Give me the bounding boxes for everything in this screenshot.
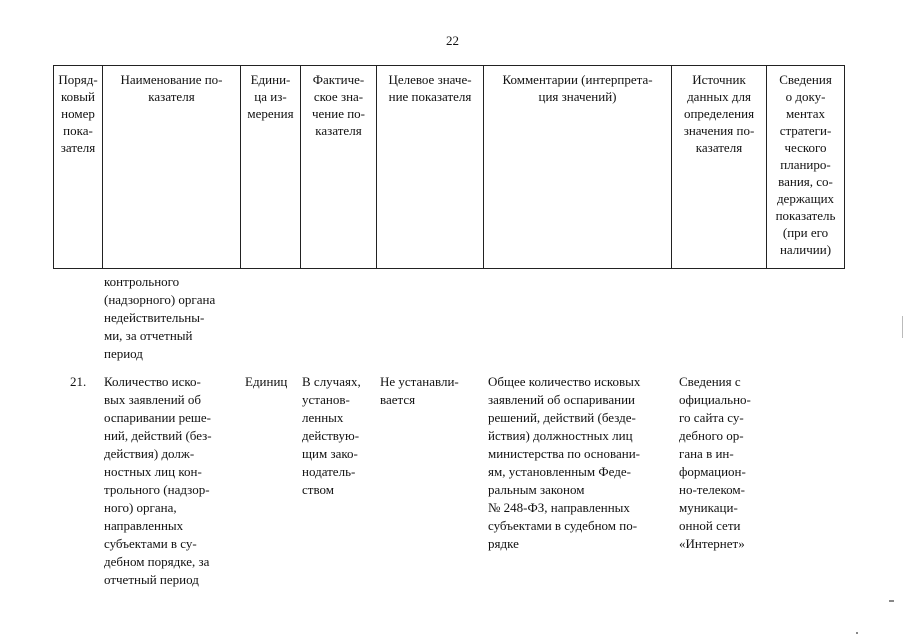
row21-source: Сведения с официально- го сайта су- дебного ор- гана в ин- формацион- но-телеком- муникаци- онной сети «Интернет» [679, 374, 751, 551]
row21-number: 21. [70, 374, 87, 389]
row21-name: Количество иско- вых заявлений об оспаривании реше- ний, действий (без- действия) долж- ностных лиц кон- трольного (надзор- ного) органа, направленных субъектами в су- дебном порядке, за отчетный период [104, 374, 212, 587]
header-num: Поряд- ковый номер пока- зателя [54, 66, 103, 269]
page-number: 22 [446, 33, 459, 48]
header-docs: Сведения о доку- ментах стратеги- ческого планиро- вания, со- держащих показатель (при его наличии) [767, 66, 845, 269]
header-name: Наименование по- казателя [103, 66, 241, 269]
scan-mark [856, 632, 858, 634]
header-actual: Фактиче- ское зна- чение по- казателя [301, 66, 377, 269]
scan-mark [889, 600, 894, 602]
continuation-name: контрольного (надзорного) органа недействительны- ми, за отчетный период [104, 274, 216, 361]
header-comments: Комментарии (интерпрета- ция значений) [484, 66, 672, 269]
row21-comments: Общее количество исковых заявлений об оспаривании решений, действий (безде- йствия) должностных лиц министерства по основани- ям, установленным Феде- ральным законом № 248-ФЗ, направленных субъектами в судебном по- рядке [488, 374, 641, 551]
header-unit: Едини- ца из- мерения [241, 66, 301, 269]
header-target: Целевое значе- ние показателя [377, 66, 484, 269]
header-source: Источник данных для определения значения по- казателя [672, 66, 767, 269]
row21-unit: Единиц [245, 374, 288, 389]
scan-mark [902, 316, 903, 338]
row21-actual: В случаях, установ- ленных действую- щим зако- нодатель- ством [302, 374, 361, 497]
header-table [53, 65, 845, 269]
row21-target: Не устанавли- вается [380, 374, 459, 407]
